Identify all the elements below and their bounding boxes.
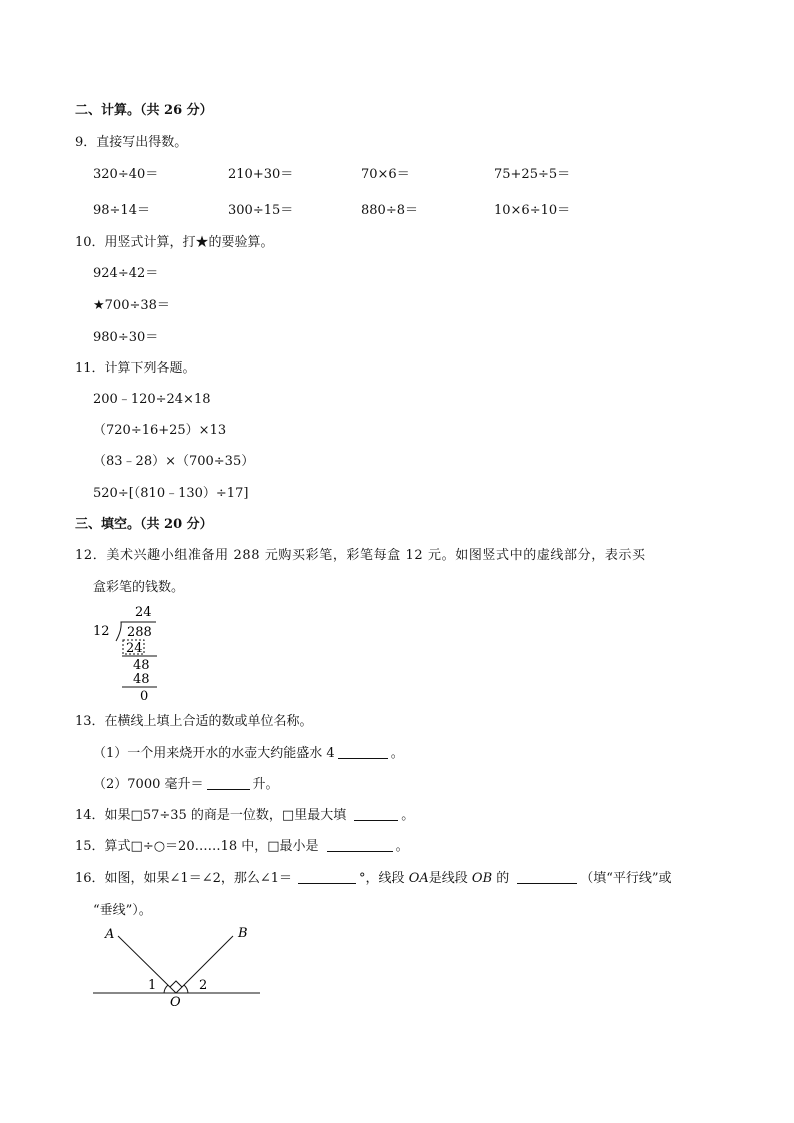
q9-item: 210+30＝ [228, 167, 294, 182]
q12-line1: 12．美术兴趣小组准备用 288 元购买彩笔，彩笔每盒 12 元。如图竖式中的虚线部分，表示买 [75, 548, 646, 563]
q11-item: 200﹣120÷24×18 [93, 392, 211, 407]
division-remainder1: 48 [133, 658, 150, 673]
q15-text: 15．算式□÷○＝20……18 中，□最小是 [75, 839, 319, 854]
angle-1-arc [164, 985, 168, 993]
section-2-title: 二、计算。（共 26 分） [75, 103, 213, 118]
q15-end: 。 [395, 839, 409, 854]
label-angle-1: 1 [148, 978, 157, 993]
right-angle-mark [170, 981, 182, 987]
q14-end: 。 [401, 808, 415, 823]
q10-item: 980÷30＝ [93, 330, 159, 345]
division-divisor: 12 [93, 624, 110, 639]
q10-item: 924÷42＝ [93, 266, 159, 281]
q11-item: 520÷[（810﹣130）÷17] [93, 486, 249, 501]
angle-2-arc [184, 985, 188, 993]
division-dividend: 288 [127, 625, 152, 640]
q11-item: （83﹣28）×（700÷35） [93, 454, 255, 469]
answer-blank[interactable] [354, 808, 398, 821]
segment-oa: OA [408, 871, 429, 886]
q14-text: 14．如果□57÷35 的商是一位数，□里最大填 [75, 808, 347, 823]
q10-item: ★700÷38＝ [93, 298, 170, 313]
q13-part1-end: 。 [390, 746, 404, 761]
q9-item: 10×6÷10＝ [494, 203, 571, 218]
label-b: B [238, 926, 248, 941]
division-step2: 48 [133, 672, 150, 687]
answer-blank[interactable] [207, 777, 250, 790]
answer-blank[interactable] [298, 871, 356, 884]
q9-item: 880÷8＝ [361, 203, 418, 218]
q11-item: （720÷16+25）×13 [93, 423, 227, 438]
q9-item: 70×6＝ [361, 167, 410, 182]
q16-line1 [75, 871, 672, 887]
q13-stem: 13．在横线上填上合适的数或单位名称。 [75, 714, 313, 729]
q16-text-c: 是线段 [428, 871, 468, 886]
q11-stem: 11．计算下列各题。 [75, 361, 196, 376]
q16-text-b: °，线段 [359, 871, 405, 886]
label-angle-2: 2 [199, 978, 208, 993]
division-quotient: 24 [135, 605, 152, 620]
answer-blank[interactable] [517, 871, 577, 884]
q16-text-a: 16．如图，如果∠1＝∠2，那么∠1＝ [75, 871, 293, 886]
q9-item: 300÷15＝ [228, 203, 294, 218]
ray-oa [118, 936, 176, 993]
division-step1: 24 [126, 641, 143, 656]
segment-ob: OB [471, 871, 493, 886]
angle-figure [88, 922, 268, 1012]
answer-blank[interactable] [327, 839, 393, 852]
label-o: O [170, 995, 181, 1010]
q9-item: 98÷14＝ [93, 203, 150, 218]
q16-text-e: （填“平行线”或 [580, 871, 672, 886]
q15 [75, 839, 409, 855]
q9-item: 75+25÷5＝ [494, 167, 571, 182]
q13-part1 [93, 746, 404, 762]
q16-text-d: 的 [496, 871, 510, 886]
q14 [75, 808, 414, 824]
label-a: A [105, 927, 115, 942]
answer-blank[interactable] [338, 746, 388, 759]
q13-part2-text: （2）7000 毫升＝ [93, 777, 204, 792]
q13-part2 [93, 777, 279, 793]
long-division-figure [88, 603, 168, 703]
q9-item: 320÷40＝ [93, 167, 159, 182]
division-remainder2: 0 [140, 689, 149, 703]
section-3-title: 三、填空。（共 20 分） [75, 517, 213, 532]
q13-part2-end: 升。 [252, 777, 279, 792]
q13-part1-text: （1）一个用来烧开水的水壶大约能盛水 4 [93, 746, 335, 761]
q10-stem: 10．用竖式计算，打★的要验算。 [75, 235, 274, 250]
q9-stem: 9．直接写出得数。 [75, 135, 188, 150]
q16-line2: “垂线”）。 [93, 903, 152, 918]
q12-line2: 盒彩笔的钱数。 [93, 580, 185, 595]
